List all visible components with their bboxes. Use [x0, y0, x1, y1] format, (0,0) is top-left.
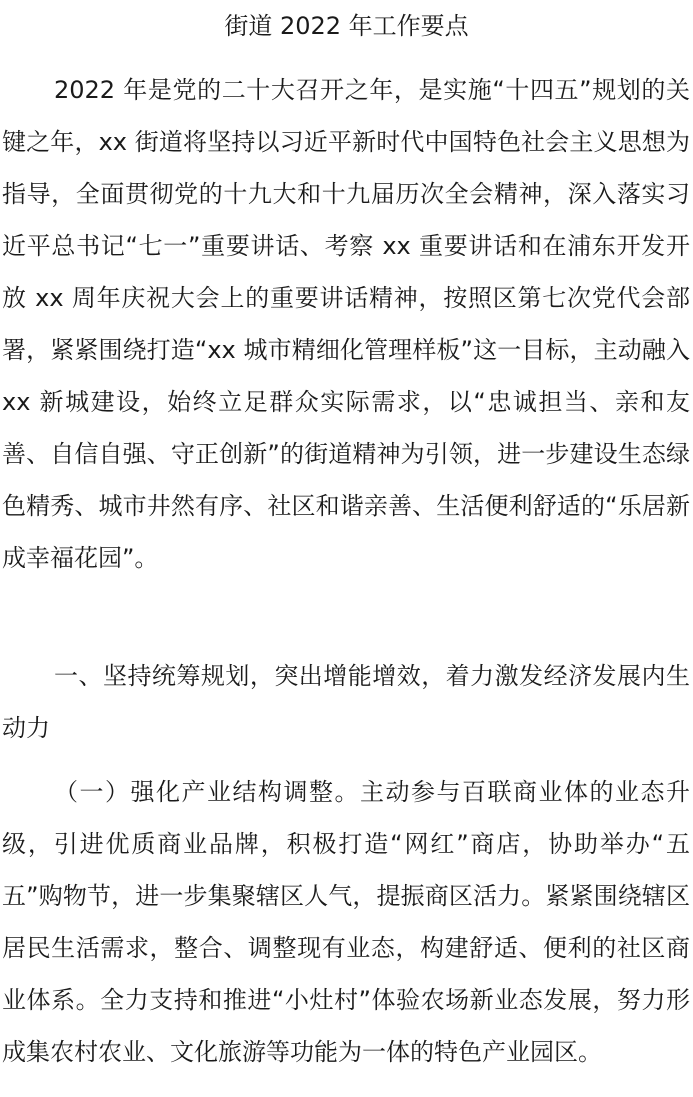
document-title: 街道 2022 年工作要点 — [224, 12, 469, 40]
intro-paragraph: 2022 年是党的二十大召开之年，是实施“十四五”规划的关键之年，xx 街道将坚持以习近平新时代中国特色社会主义思想为指导，全面贯彻党的十九大和十九届历次全会精神，深入落实习近平总书记“七一”重要讲话、考察 xx 重要讲话和在浦东开发开放 xx 周年庆祝大会上的重要讲话精神，按照区第七次党代会部署，紧紧围绕打造“xx 城市精细化管理样板”这一目标，主动融入 xx 新城建设，始终立足群众实际需求，以“忠诚担当、亲和友善、自信自强、守正创新”的街道精神为引领，进一步建设生态绿色精秀、城市井然有序、社区和谐亲善、生活便利舒适的“乐居新成幸福花园”。 — [2, 76, 690, 572]
subsection-paragraph-1: （一）强化产业结构调整。主动参与百联商业体的业态升级，引进优质商业品牌，积极打造“网红”商店，协助举办“五五”购物节，进一步集聚辖区人气，提振商区活力。紧紧围绕辖区居民生活需求，整合、调整现有业态，构建舒适、便利的社区商业体系。全力支持和推进“小灶村”体验农场新业态发展，努力形成集农村农业、文化旅游等功能为一体的特色产业园区。 — [2, 778, 690, 1066]
section-heading-1: 一、坚持统筹规划，突出增能增效，着力激发经济发展内生动力 — [2, 662, 690, 742]
